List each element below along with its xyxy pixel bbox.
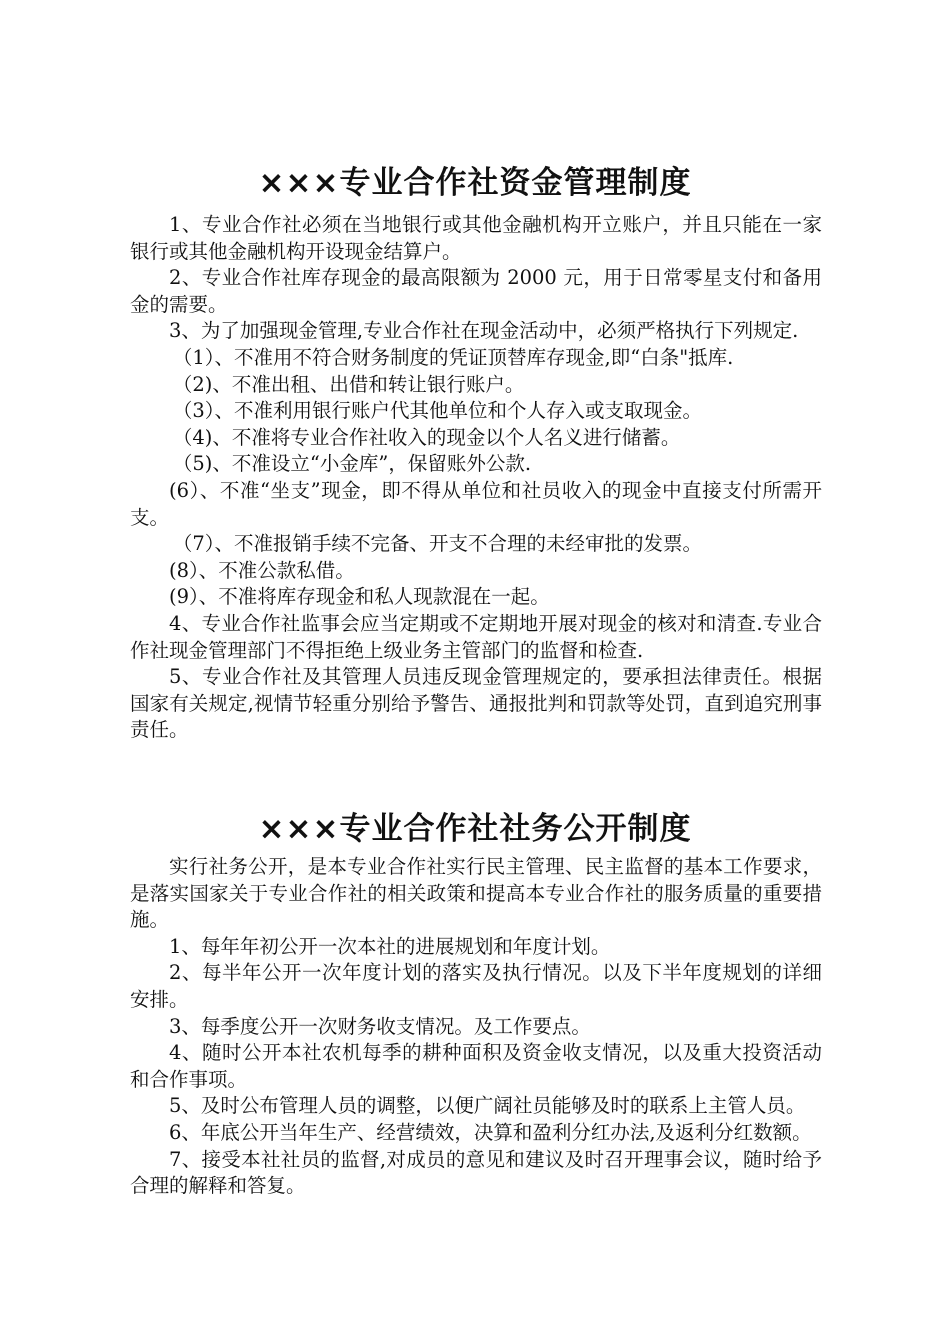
section1-rule: （7）、不准报销手续不完备、开支不合理的未经审批的发票。	[172, 532, 703, 556]
section2-body	[130, 854, 822, 1200]
section1-rule: （1）、不准用不符合财务制度的凭证顶替库存现金,即“白条"抵库.	[172, 345, 734, 369]
section1-rule: （2)、不准出租、出借和转让银行账户。	[172, 372, 525, 396]
section2-paragraph: 5、及时公布管理人员的调整，以便广阔社员能够及时的联系上主管人员。	[169, 1094, 806, 1118]
section1-paragraph: 5、专业合作社及其管理人员违反现金管理规定的，要承担法律责任。根据国家有关规定,视情节轻重分别给予警告、通报批判和罚款等处罚，直到追究刑事责任。	[130, 665, 822, 742]
section2-paragraph: 7、接受本社社员的监督,对成员的意见和建议及时召开理事会议，随时给予合理的解释和答复。	[130, 1147, 822, 1198]
section2-paragraph: 3、每季度公开一次财务收支情况。及工作要点。	[169, 1014, 591, 1038]
section1-paragraph: 2、专业合作社库存现金的最高限额为 2000 元，用于日常零星支付和备用金的需要。	[130, 266, 822, 316]
section2-paragraph: 1、每年年初公开一次本社的进展规划和年度计划。	[169, 934, 611, 958]
section1-paragraph: 1、专业合作社必须在当地银行或其他金融机构开立账户，并且只能在一家银行或其他金融机构开设现金结算户。	[130, 213, 822, 263]
section2-paragraph: 2、每半年公开一次年度计划的落实及执行情况。以及下半年度规划的详细安排。	[130, 961, 822, 1011]
section1-rule: （5)、不准设立“小金库”，保留账外公款.	[172, 452, 532, 476]
section1-rule: (6）、不准“坐支”现金，即不得从单位和社员收入的现金中直接支付所需开支。	[130, 478, 822, 529]
section2-paragraph: 6、年底公开当年生产、经营绩效，决算和盈利分红办法,及返利分红数额。	[169, 1120, 812, 1144]
section1-rule: （3）、不准利用银行账户代其他单位和个人存入或支取现金。	[172, 399, 703, 423]
section1-body	[130, 212, 822, 744]
section1-paragraph: 4、专业合作社监事会应当定期或不定期地开展对现金的核对和清查.专业合作社现金管理部门不得拒绝上级业务主管部门的监督和检查.	[130, 611, 822, 662]
section2-title: ×××专业合作社社务公开制度	[258, 810, 692, 847]
section1-paragraph: 3、为了加强现金管理,专业合作社在现金活动中，必须严格执行下列规定.	[169, 319, 799, 343]
section1-title: ×××专业合作社资金管理制度	[258, 164, 692, 201]
section2-paragraph: 4、随时公开本社农机每季的耕种面积及资金收支情况，以及重大投资活动和合作事项。	[130, 1041, 822, 1091]
section1-rule: （4)、不准将专业合作社收入的现金以个人名义进行储蓄。	[172, 425, 681, 449]
section1-rule: (8）、不准公款私借。	[169, 558, 355, 582]
section2-intro: 实行社务公开，是本专业合作社实行民主管理、民主监督的基本工作要求，是落实国家关于专业合作社的相关政策和提高本专业合作社的服务质量的重要措施。	[130, 855, 822, 932]
section1-rule: (9）、不准将库存现金和私人现款混在一起。	[169, 585, 550, 609]
